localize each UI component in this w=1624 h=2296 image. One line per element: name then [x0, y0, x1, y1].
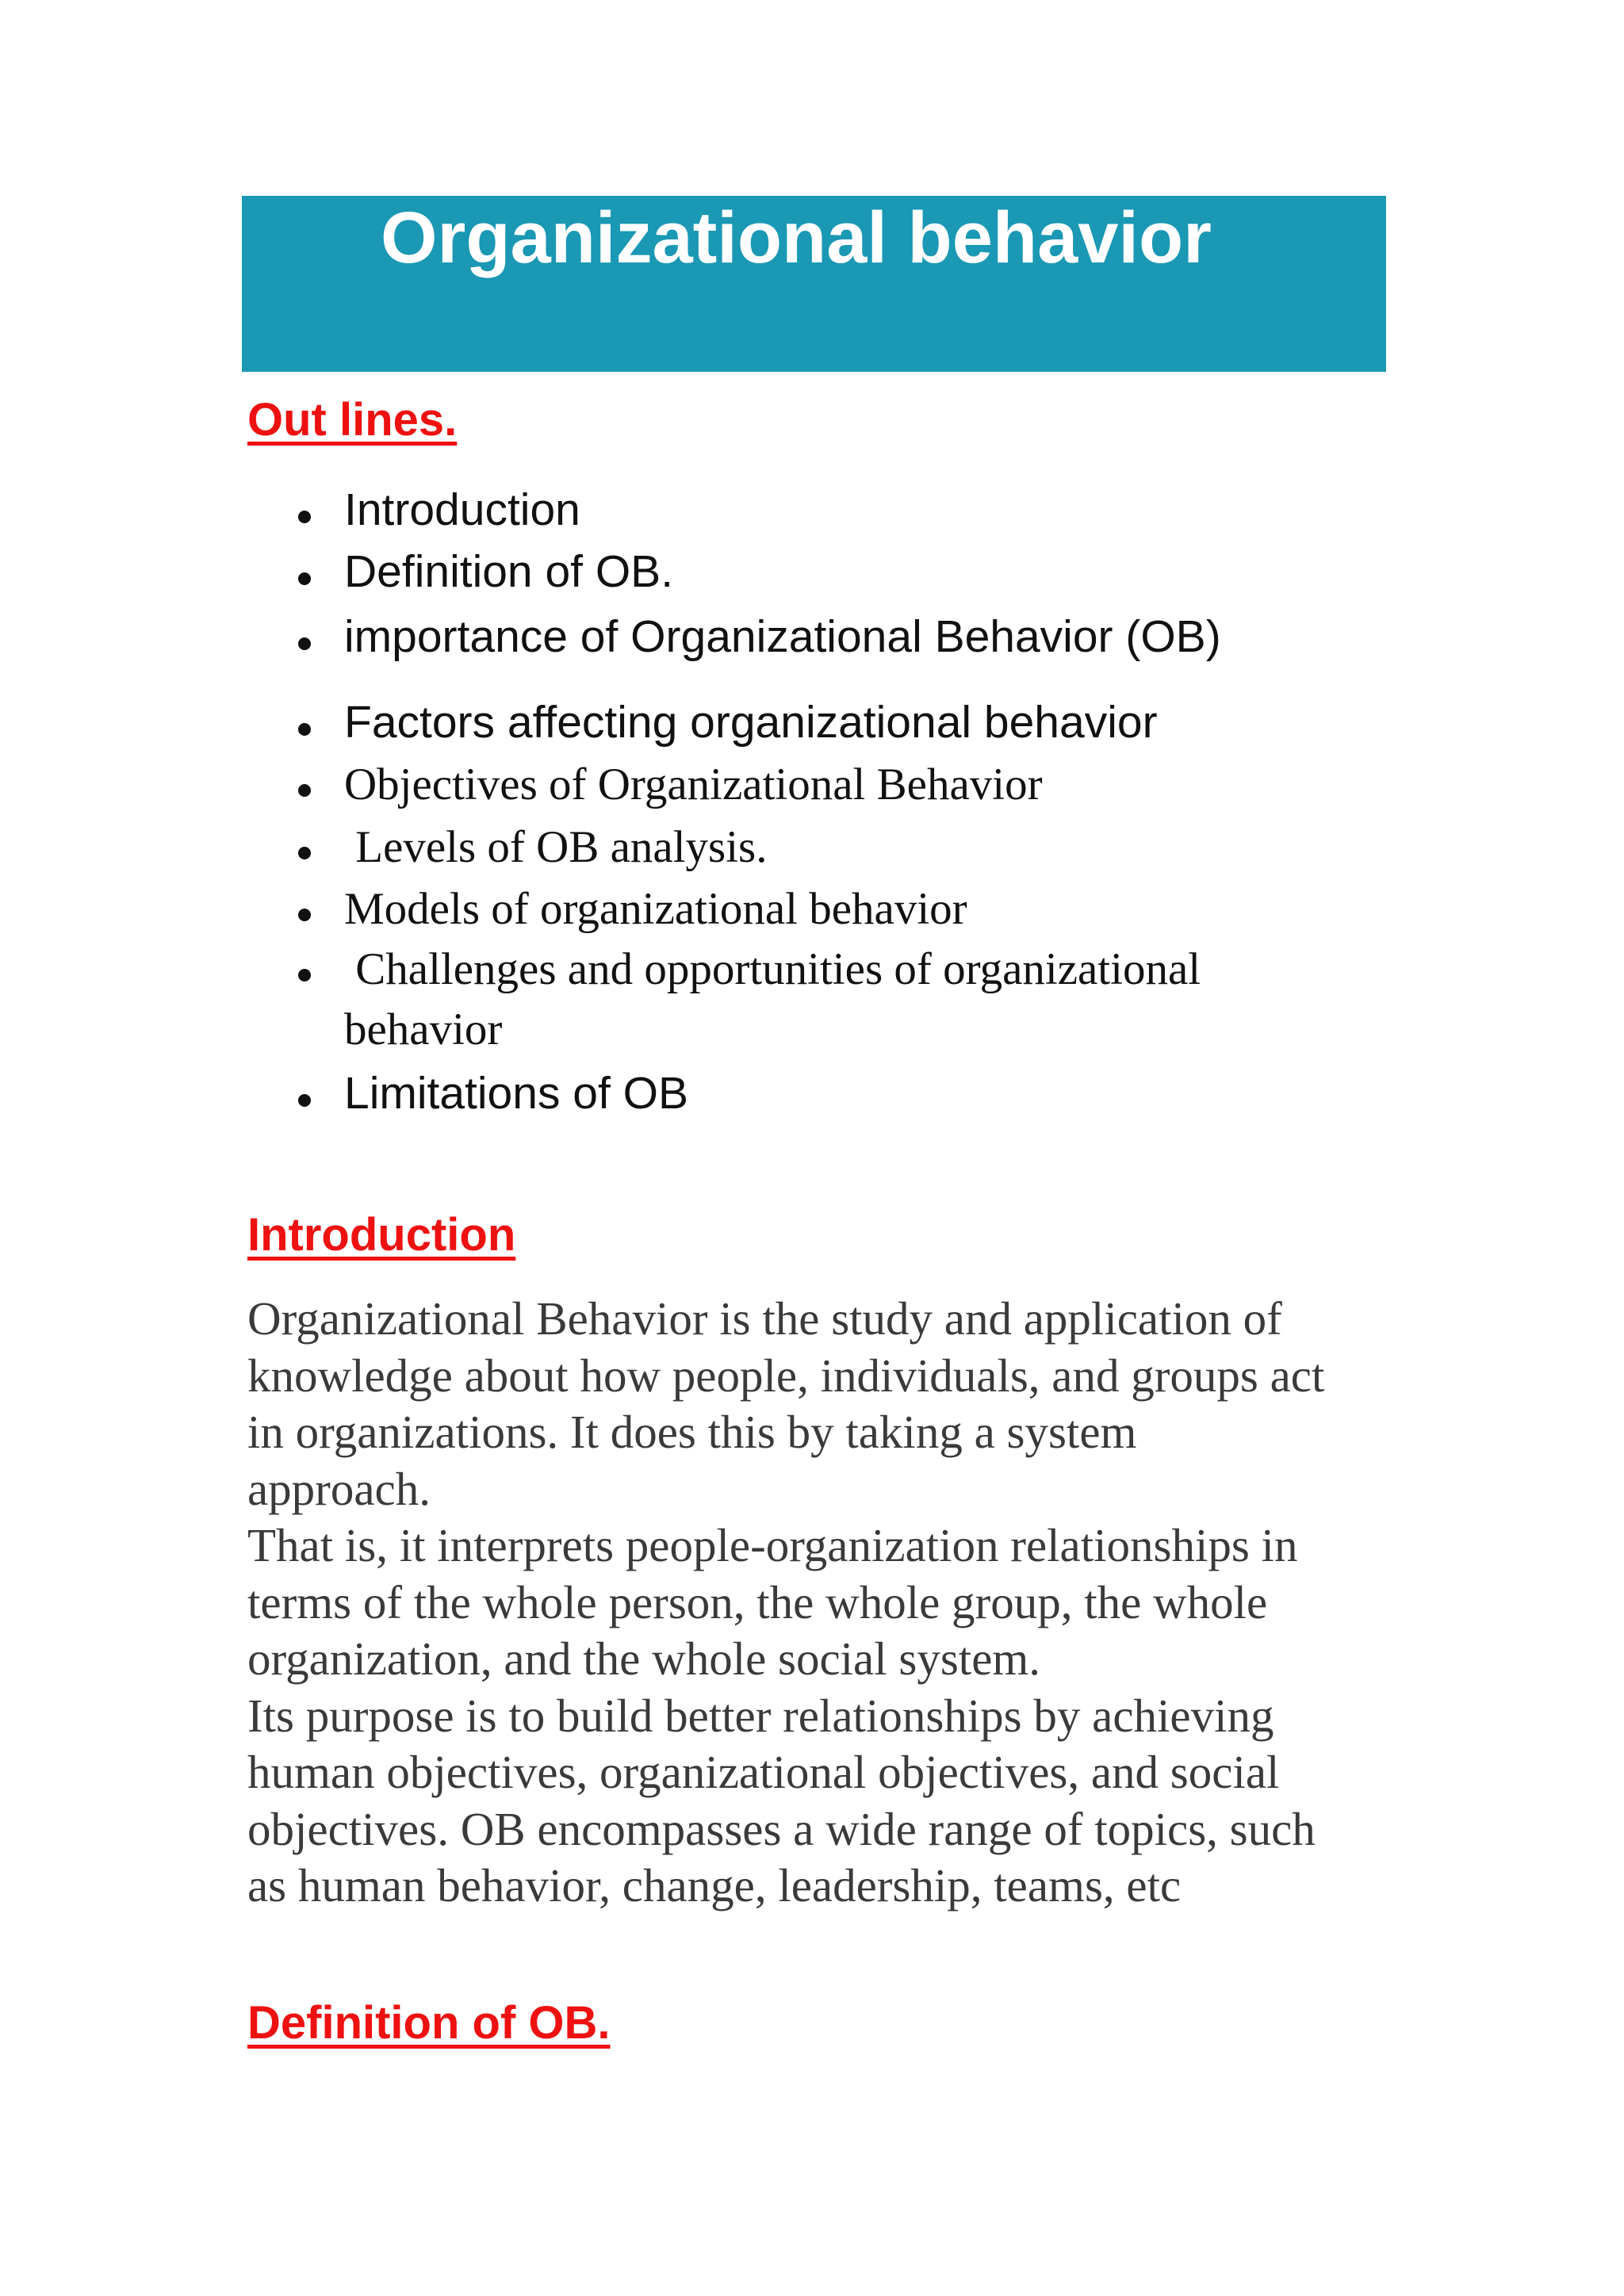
- bullet-icon: [298, 784, 311, 797]
- paragraph-line: objectives. OB encompasses a wide range of topics, such: [247, 1802, 1316, 1855]
- outlines-heading: Out lines.: [247, 394, 458, 446]
- definition-heading: Definition of OB.: [247, 1997, 611, 2049]
- bullet-icon: [298, 637, 311, 650]
- paragraph-line: in organizations. It does this by taking a system: [247, 1406, 1137, 1458]
- bullet-icon: [298, 909, 311, 921]
- bullet-icon: [298, 723, 311, 736]
- document-page: Organizational behavior Out lines. Introduction Definition of OB. importance of Organizational Behavior (OB) Factors affecting organizational behavior Objectives of Organizational Behavior Levels of OB analysis. Models of organizational behavior Challenges and opportunities of organizational behavior Limitations of OB Introduction Organizational Behavior is the study and application of knowledge about how people, individuals, and groups act in organizations. It does this by taking a system approach. That is, it interprets people-organization relationships in terms of the whole person, the whole group, the whole organization, and the whole social system. Its purpose is to build better relationships by achieving human objectives, organizational objectives, and social objectives. OB encompasses a wide range of topics, such as human behavior, change, leadership, teams, etc Definition of OB.: [0, 0, 1624, 2296]
- paragraph-line: That is, it interprets people-organization relationships in: [247, 1519, 1298, 1571]
- document-title: Organizational behavior: [381, 197, 1212, 278]
- introduction-heading: Introduction: [247, 1209, 516, 1261]
- paragraph-line: Its purpose is to build better relationships by achieving: [247, 1689, 1274, 1742]
- paragraph-line: knowledge about how people, individuals, and groups act: [247, 1349, 1325, 1402]
- bullet-icon: [298, 1094, 311, 1107]
- paragraph-line: approach.: [247, 1462, 431, 1515]
- bullet-icon: [298, 572, 311, 585]
- paragraph-line: organization, and the whole social system.: [247, 1632, 1041, 1685]
- bullet-icon: [298, 969, 311, 982]
- paragraph-line: as human behavior, change, leadership, teams, etc: [247, 1859, 1182, 1911]
- paragraph-line: terms of the whole person, the whole group, the whole: [247, 1575, 1268, 1628]
- introduction-paragraph: [247, 1291, 1389, 1915]
- paragraph-line: human objectives, organizational objectives, and social: [247, 1746, 1280, 1798]
- bullet-icon: [298, 847, 311, 859]
- bullet-icon: [298, 511, 311, 523]
- paragraph-line: Organizational Behavior is the study and application of: [247, 1292, 1282, 1345]
